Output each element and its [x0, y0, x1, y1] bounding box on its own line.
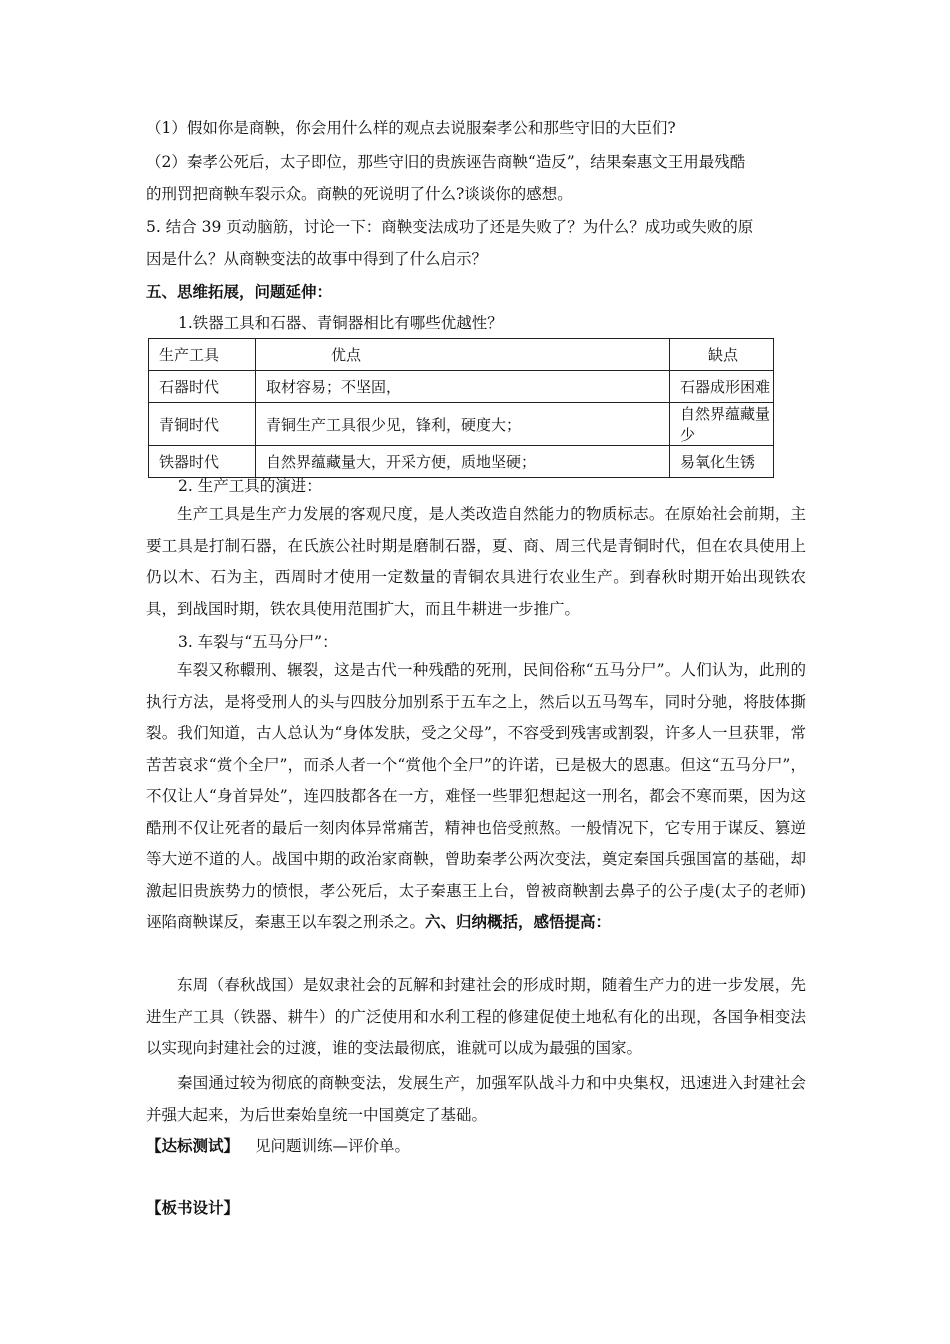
table-cell: 石器时代 [149, 371, 256, 403]
item-2-heading: 2. 生产工具的演进： [178, 477, 322, 495]
question-5-line-1: 5. 结合 39 页动脑筋，讨论一下：商鞅变法成功了还是失败了？为什么？成功或失败的原 [146, 218, 754, 236]
table-row [149, 446, 774, 478]
tools-comparison-table [148, 338, 774, 478]
test-line [146, 1134, 410, 1156]
table-header-row [149, 339, 774, 371]
section-6-heading: 六、归纳概括，感悟提高： [425, 913, 612, 931]
section-5-heading: 五、思维拓展，问题延伸： [146, 283, 333, 301]
table-cell: 易氧化生锈 [670, 446, 774, 478]
table-cell: 青铜时代 [149, 403, 256, 446]
test-label: 【达标测试】 [146, 1137, 240, 1155]
item-1-heading: 1.铁器工具和石器、青铜器相比有哪些优越性？ [178, 314, 503, 332]
question-2-line-2: 的刑罚把商鞅车裂示众。商鞅的死说明了什么?谈谈你的感想。 [146, 185, 573, 203]
test-text: 见问题训练—评价单。 [255, 1137, 411, 1155]
table-cell: 青铜生产工具很少见，锋利，硬度大； [256, 403, 670, 446]
table-cell: 铁器时代 [149, 446, 256, 478]
table-row [149, 403, 774, 446]
table-cell: 自然界蕴藏量大，开采方便，质地坚硬； [256, 446, 670, 478]
question-2-line-1: （2）秦孝公死后，太子即位，那些守旧的贵族诬告商鞅“造反”，结果秦惠文王用最残酷 [146, 153, 746, 171]
board-design-label: 【板书设计】 [146, 1199, 240, 1217]
chelie-paragraph [146, 655, 806, 939]
eastern-zhou-paragraph: 东周（春秋战国）是奴隶社会的瓦解和封建社会的形成时期，随着生产力的进一步发展，先进生产工具（铁器、耕牛）的广泛使用和水利工程的修建促使土地私有化的出现，各国争相变法以实现向封建社会的过渡，谁的变法最彻底，谁就可以成为最强的国家。 [146, 976, 806, 1057]
item-3-heading: 3. 车裂与“五马分尸”： [178, 633, 338, 651]
header-disadvantages: 缺点 [670, 339, 774, 371]
qin-paragraph: 秦国通过较为彻底的商鞅变法，发展生产，加强军队战斗力和中央集权，迅速进入封建社会并强大起来，为后世秦始皇统一中国奠定了基础。 [146, 1074, 806, 1124]
question-1: （1）假如你是商鞅，你会用什么样的观点去说服秦孝公和那些守旧的大臣们? [146, 119, 676, 137]
table-cell: 石器成形困难 [670, 371, 774, 403]
header-advantages: 优点 [256, 339, 670, 371]
chelie-text: 车裂又称轘刑、辗裂，这是古代一种残酷的死刑，民间俗称“五马分尸”。人们认为，此刑的执行方法，是将受刑人的头与四肢分加别系于五车之上，然后以五马驾车，同时分驰，将肢体撕裂。我们知道，古人总认为“身体发肤，受之父母”，不容受到残害或割裂，许多人一旦获罪，常苦苦哀求“赏个全尸”，而杀人者一个“赏他个全尸”的许诺，已是极大的恩惠。但这“五马分尸”，不仅让人“身首异处”，连四肢都各在一方，难怪一些罪犯想起这一刑名，都会不寒而栗，因为这酷刑不仅让死者的最后一刻肉体异常痛苦，精神也倍受煎熬。一般情况下，它专用于谋反、篡逆等大逆不道的人。战国中期的政治家商鞅，曾助秦孝公两次变法，奠定秦国兵强国富的基础，却激起旧贵族势力的愤恨，孝公死后，太子秦惠王上台，曾被商鞅割去鼻子的公子虔(太子的老师)诬陷商鞅谋反，秦惠王以车裂之刑杀之。 [146, 661, 806, 931]
table-cell: 自然界蕴藏量少 [670, 403, 774, 446]
table-cell: 取材容易；不坚固， [256, 371, 670, 403]
header-tool: 生产工具 [149, 339, 256, 371]
table-row [149, 371, 774, 403]
evolution-paragraph: 生产工具是生产力发展的客观尺度，是人类改造自然能力的物质标志。在原始社会前期，主要工具是打制石器，在氏族公社时期是磨制石器，夏、商、周三代是青铜时代，但在农具使用上仍以木、石为主，西周时才使用一定数量的青铜农具进行农业生产。到春秋时期开始出现铁农具，到战国时期，铁农具使用范围扩大，而且牛耕进一步推广。 [146, 505, 806, 618]
question-5-line-2: 因是什么？从商鞅变法的故事中得到了什么启示？ [146, 250, 488, 268]
